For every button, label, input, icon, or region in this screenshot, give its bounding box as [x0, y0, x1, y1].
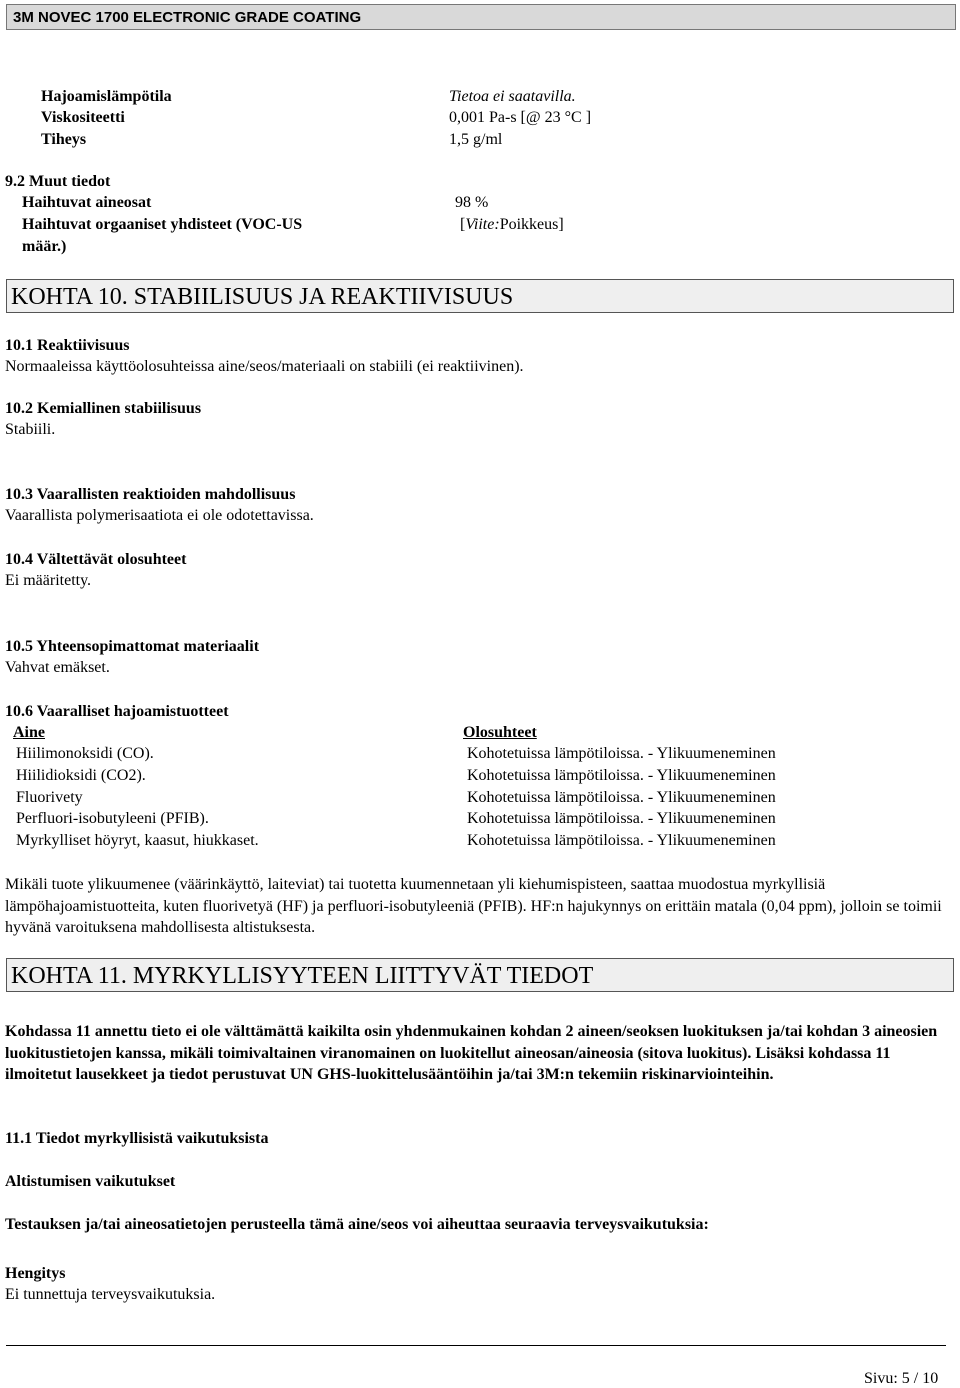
other-info-heading: 9.2 Muut tiedot	[5, 173, 111, 190]
property-label-density: Tiheys	[41, 131, 87, 148]
s10-5-heading: 10.5 Yhteensopimattomat materiaalit	[5, 638, 260, 655]
test-heading: Testauksen ja/tai aineosatietojen perusteella tämä aine/seos voi aiheuttaa seuraavia terveysvaikutuksia:	[5, 1216, 709, 1233]
volatiles-value: 98 %	[455, 194, 489, 211]
table-row-substance: Myrkylliset höyryt, kaasut, hiukkaset.	[16, 832, 259, 849]
voc-value-prefix: [	[460, 216, 466, 233]
s10-6-heading: 10.6 Vaaralliset hajoamistuotteet	[5, 703, 229, 720]
table-row-substance: Hiilidioksidi (CO2).	[16, 767, 146, 784]
table-row-substance: Perfluori-isobutyleeni (PFIB).	[16, 810, 209, 827]
voc-label-line1: Haihtuvat orgaaniset yhdisteet (VOC-US	[22, 216, 303, 233]
property-label-viscosity: Viskositeetti	[41, 109, 125, 126]
table-row-condition: Kohotetuissa lämpötiloissa. - Ylikuumeneminen	[467, 767, 776, 784]
s10-1-text: Normaaleissa käyttöolosuhteissa aine/seos/materiaali on stabiili (ei reaktiivinen).	[5, 358, 524, 375]
table-row-condition: Kohotetuissa lämpötiloissa. - Ylikuumeneminen	[467, 810, 776, 827]
column-header-conditions: Olosuhteet	[463, 724, 537, 741]
s10-2-text: Stabiili.	[5, 421, 56, 438]
section-11-title: KOHTA 11. MYRKYLLISYYTEEN LIITTYVÄT TIEDOT	[11, 963, 594, 989]
column-header-substance: Aine	[13, 724, 45, 741]
property-label-decomposition: Hajoamislämpötila	[41, 88, 172, 105]
voc-label-line2: määr.)	[22, 238, 67, 255]
s10-1-heading: 10.1 Reaktiivisuus	[5, 337, 130, 354]
decomposition-note: Mikäli tuote ylikuumenee (väärinkäyttö, laiteviat) tai tuotetta kuumennetaan yli kiehumispisteen, saattaa muodostua myrkyllisiä lämpöhajoamistuotteita, kuten fluorivetyä (HF) ja perfluori-isobutyleeniä (PFIB). HF:n hajukynnys on erittäin matala (0,04 ppm), jolloin se toimii hyvänä varoituksena mahdollisesta altistuksesta.	[5, 876, 942, 936]
inhalation-heading: Hengitys	[5, 1265, 66, 1282]
table-row-substance: Fluorivety	[16, 789, 83, 806]
voc-value	[460, 216, 564, 234]
s10-3-heading: 10.3 Vaarallisten reaktioiden mahdollisuus	[5, 486, 296, 503]
s10-2-heading: 10.2 Kemiallinen stabiilisuus	[5, 400, 202, 417]
section-10-title: KOHTA 10. STABIILISUUS JA REAKTIIVISUUS	[11, 284, 514, 310]
s10-3-text: Vaarallista polymerisaatiota ei ole odotettavissa.	[5, 507, 314, 524]
table-row-substance: Hiilimonoksidi (CO).	[16, 745, 154, 762]
footer-divider	[6, 1345, 946, 1346]
table-row-condition: Kohotetuissa lämpötiloissa. - Ylikuumeneminen	[467, 832, 776, 849]
section-10-header	[6, 279, 954, 313]
s10-4-heading: 10.4 Vältettävät olosuhteet	[5, 551, 187, 568]
document-title: 3M NOVEC 1700 ELECTRONIC GRADE COATING	[13, 9, 362, 26]
volatiles-label: Haihtuvat aineosat	[22, 194, 152, 211]
section-11-header	[6, 958, 954, 992]
document-header	[6, 4, 956, 30]
s10-5-text: Vahvat emäkset.	[5, 659, 110, 676]
voc-value-rest: Poikkeus]	[499, 216, 564, 233]
table-row-condition: Kohotetuissa lämpötiloissa. - Ylikuumeneminen	[467, 789, 776, 806]
table-row-condition: Kohotetuissa lämpötiloissa. - Ylikuumeneminen	[467, 745, 776, 762]
exposure-heading: Altistumisen vaikutukset	[5, 1173, 176, 1190]
property-value-viscosity: 0,001 Pa-s [@ 23 °C ]	[449, 109, 592, 126]
property-value-decomposition: Tietoa ei saatavilla.	[449, 88, 576, 105]
s10-4-text: Ei määritetty.	[5, 572, 92, 589]
page-number: Sivu: 5 / 10	[864, 1370, 939, 1387]
s11-1-heading: 11.1 Tiedot myrkyllisistä vaikutuksista	[5, 1130, 269, 1147]
voc-value-ref: Viite:	[465, 216, 500, 233]
s11-intro: Kohdassa 11 annettu tieto ei ole välttämättä kaikilta osin yhdenmukainen kohdan 2 aineen/seoksen luokituksen ja/tai kohdan 3 aineosien luokitustietojen kanssa, mikäli toimivaltainen viranomainen on luokitellut aineosan/aineosia (sitova luokitus). Lisäksi kohdassa 11 ilmoitetut lausekkeet ja tiedot perustuvat UN GHS-luokittelusääntöihin ja/tai 3M:n tekemiin riskinarviointeihin.	[5, 1023, 938, 1083]
property-value-density: 1,5 g/ml	[449, 131, 503, 148]
inhalation-text: Ei tunnettuja terveysvaikutuksia.	[5, 1286, 216, 1303]
